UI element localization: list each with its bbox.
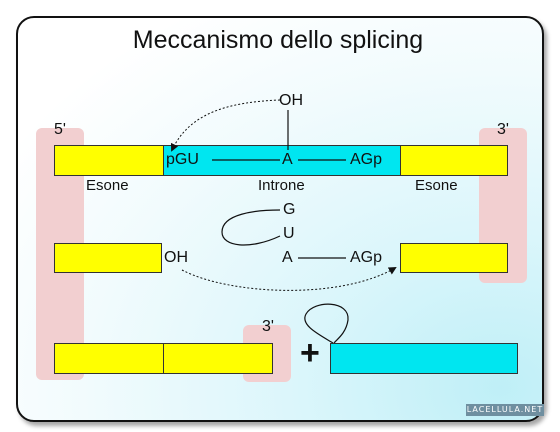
lariat-loop — [222, 210, 280, 245]
exon-label-left: Esone — [86, 177, 129, 194]
pgu-label: pGU — [166, 151, 199, 168]
exon-label-right: Esone — [415, 177, 458, 194]
uracil-label: U — [283, 225, 295, 242]
hydroxyl-label-top: OH — [279, 92, 303, 109]
agp-label-top: AGp — [350, 151, 383, 168]
adenine-label-mid: A — [282, 249, 293, 266]
page-title: Meccanismo dello splicing — [132, 26, 424, 54]
watermark-logo: LACELLULA.NET — [466, 405, 544, 414]
agp-label-mid: AGp — [350, 249, 383, 266]
nucleophilic-attack-arrow-2 — [182, 268, 395, 290]
three-prime-label-bottom: 3' — [262, 318, 274, 335]
guanine-label: G — [283, 201, 296, 218]
nucleophilic-attack-arrow-1 — [172, 100, 280, 150]
hydroxyl-label-mid: OH — [164, 249, 188, 266]
intron-label: Introne — [258, 177, 305, 194]
adenine-label-top: A — [282, 151, 293, 168]
three-prime-label-top: 3' — [497, 121, 509, 138]
five-prime-label: 5' — [54, 121, 66, 138]
plus-sign: + — [300, 334, 320, 372]
